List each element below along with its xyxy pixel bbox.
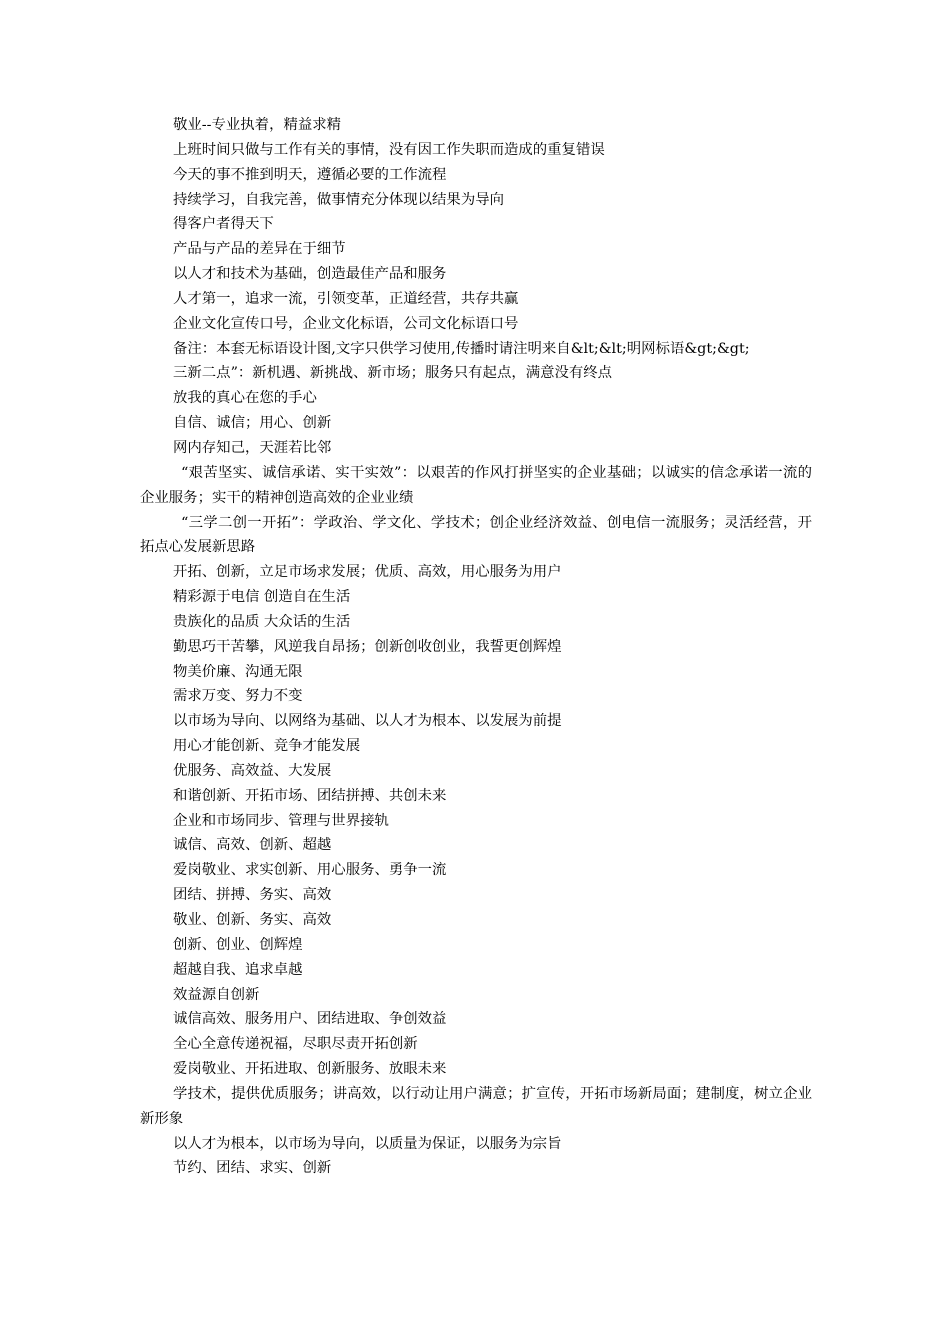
paragraph: 持续学习，自我完善，做事情充分体现以结果为导向	[173, 191, 504, 208]
paragraph: 敬业--专业执着，精益求精	[173, 117, 342, 133]
paragraph: 学技术，提供优质服务；讲高效，以行动让用户满意；扩宣传，开拓市场新局面；建制度，树立企业新形象	[140, 1085, 812, 1127]
paragraph: 企业文化宣传口号，企业文化标语，公司文化标语口号	[173, 315, 519, 332]
paragraph: 精彩源于电信 创造自在生活	[173, 589, 351, 606]
paragraph: 节约、团结、求实、创新	[173, 1160, 332, 1177]
paragraph: “三学二创一开拓”：学政治、学文化、学技术；创企业经济效益、创电信一流服务；灵活经营，开拓点心发展新思路	[140, 514, 812, 556]
paragraph: 开拓、创新，立足市场求发展；优质、高效，用心服务为用户	[173, 564, 562, 581]
paragraph: 今天的事不推到明天，遵循必要的工作流程	[173, 166, 447, 183]
paragraph: 三新二点”：新机遇、新挑战、新市场；服务只有起点，满意没有终点	[173, 365, 613, 382]
paragraph: 敬业、创新、务实、高效	[173, 912, 332, 928]
paragraph: 创新、创业、创辉煌	[173, 936, 303, 953]
paragraph: 自信、诚信；用心、创新	[173, 415, 332, 432]
paragraph: 以人才和技术为基础，创造最佳产品和服务	[173, 266, 447, 283]
paragraph: 以市场为导向、以网络为基础、以人才为根本、以发展为前提	[173, 713, 562, 730]
paragraph: 以人才为根本，以市场为导向，以质量为保证，以服务为宗旨	[173, 1135, 562, 1152]
paragraph: 得客户者得天下	[173, 216, 274, 233]
paragraph: 需求万变、努力不变	[173, 688, 303, 705]
paragraph: 效益源自创新	[173, 986, 260, 1003]
paragraph: 勤思巧干苦攀，风逆我自昂扬；创新创收创业，我誓更创辉煌	[173, 638, 562, 655]
paragraph: 用心才能创新、竞争才能发展	[173, 738, 361, 755]
paragraph: 团结、拼搏、务实、高效	[173, 887, 332, 904]
paragraph: 爱岗敬业、开拓进取、创新服务、放眼未来	[173, 1061, 447, 1078]
paragraph: 爱岗敬业、求实创新、用心服务、勇争一流	[173, 862, 447, 879]
paragraph: 诚信高效、服务用户、团结进取、争创效益	[173, 1011, 447, 1028]
paragraph: 优服务、高效益、大发展	[173, 762, 332, 779]
paragraph: 放我的真心在您的手心	[173, 390, 317, 407]
paragraph: 全心全意传递祝福，尽职尽责开拓创新	[173, 1036, 418, 1053]
paragraph: 诚信、高效、创新、超越	[173, 837, 332, 854]
paragraph: 物美价廉、沟通无限	[173, 663, 303, 680]
paragraph: “艰苦坚实、诚信承诺、实干实效”：以艰苦的作风打拼坚实的企业基础；以诚实的信念承诺一流的企业服务；实干的精神创造高效的企业业绩	[140, 464, 812, 506]
paragraph: 企业和市场同步、管理与世界接轨	[173, 812, 389, 829]
paragraph: 超越自我、追求卓越	[173, 961, 303, 978]
document-body	[140, 113, 812, 1181]
paragraph: 贵族化的品质 大众话的生活	[173, 613, 351, 630]
paragraph: 上班时间只做与工作有关的事情，没有因工作失职而造成的重复错误	[173, 141, 605, 158]
paragraph-note: 备注：本套无标语设计图,文字只供学习使用,传播时请注明来自&lt;&lt;明网标语&gt;&gt;	[173, 340, 750, 357]
paragraph: 和谐创新、开拓市场、团结拼搏、共创未来	[173, 787, 447, 804]
paragraph: 人才第一，追求一流，引领变革，正道经营，共存共赢	[173, 290, 519, 307]
paragraph: 网内存知己，天涯若比邻	[173, 439, 332, 456]
paragraph: 产品与产品的差异在于细节	[173, 241, 346, 258]
